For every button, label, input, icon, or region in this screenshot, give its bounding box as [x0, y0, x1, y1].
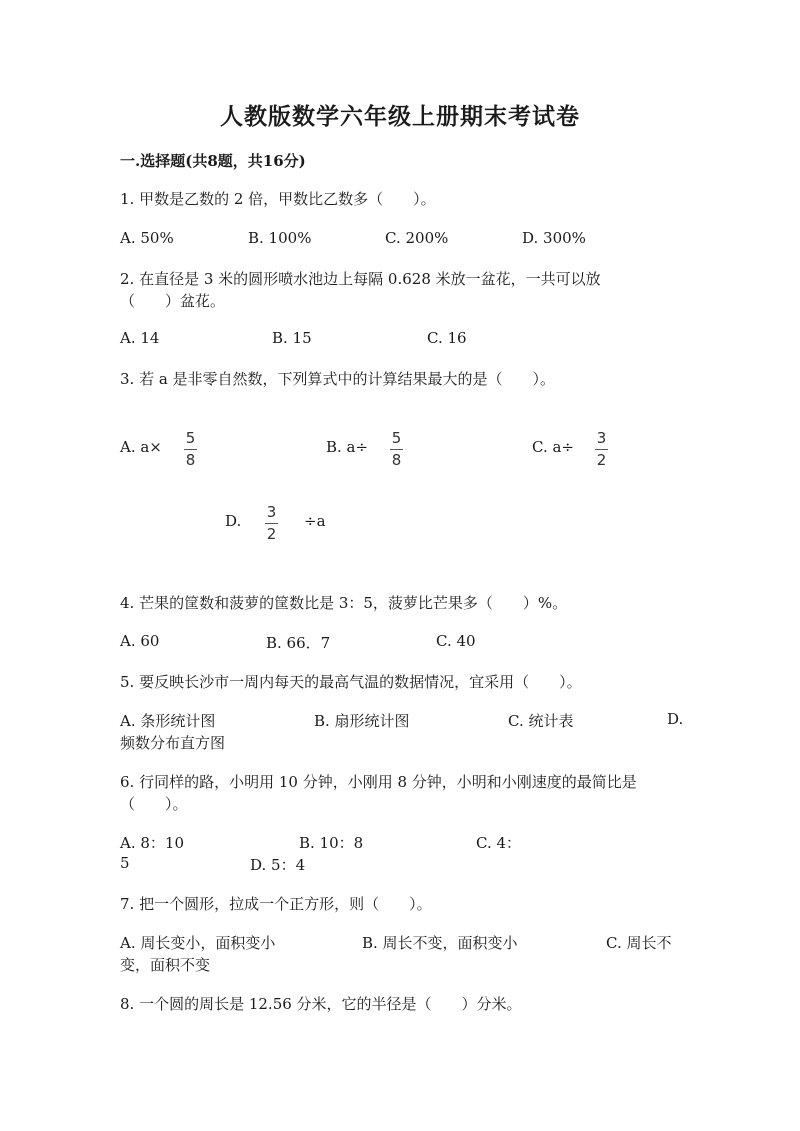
- fraction-numerator: 3: [596, 429, 607, 447]
- fraction-numerator: 5: [391, 429, 402, 447]
- fraction-bar: [595, 449, 608, 450]
- section-heading: 一.选择题(共8题，共16分): [120, 152, 306, 170]
- question-3-option-a[interactable]: A. a×: [120, 438, 162, 456]
- question-7-option-c-continued: 变，面积不变: [120, 956, 211, 974]
- fraction-denominator: 8: [391, 451, 402, 469]
- question-7-option-c[interactable]: C. 周长不: [606, 934, 672, 952]
- question-5-option-d-text: 频数分布直方图: [120, 734, 226, 752]
- question-2-option-b[interactable]: B. 15: [272, 329, 312, 347]
- question-1-option-d[interactable]: D. 300%: [522, 229, 586, 247]
- question-6-option-d[interactable]: D. 5：4: [250, 856, 306, 874]
- question-5-option-b[interactable]: B. 扇形统计图: [314, 712, 410, 730]
- question-2-stem-line-2: （ ）盆花。: [120, 292, 226, 310]
- question-7-option-b[interactable]: B. 周长不变，面积变小: [362, 934, 518, 952]
- question-3-option-d-fraction: [265, 504, 278, 543]
- question-7-option-a[interactable]: A. 周长变小，面积变小: [120, 934, 276, 952]
- question-3-option-b[interactable]: B. a÷: [326, 438, 369, 456]
- question-5-option-d[interactable]: D.: [667, 710, 684, 728]
- question-5-option-c[interactable]: C. 统计表: [508, 712, 574, 730]
- question-1-option-a[interactable]: A. 50%: [120, 229, 174, 247]
- question-4-option-c[interactable]: C. 40: [436, 632, 476, 650]
- question-4-option-a[interactable]: A. 60: [120, 632, 160, 650]
- question-5-stem: 5. 要反映长沙市一周内每天的最高气温的数据情况，宜采用（ ）。: [120, 673, 582, 691]
- fraction-denominator: 2: [266, 525, 277, 543]
- fraction-bar: [390, 449, 403, 450]
- fraction-denominator: 2: [596, 451, 607, 469]
- question-3-option-c[interactable]: C. a÷: [532, 438, 574, 456]
- question-3-stem: 3. 若 a 是非零自然数，下列算式中的计算结果最大的是（ ）。: [120, 370, 556, 388]
- question-3-option-b-fraction: [390, 430, 403, 469]
- question-3-option-a-fraction: [184, 430, 197, 469]
- fraction-numerator: 3: [266, 503, 277, 521]
- fraction-numerator: 5: [185, 429, 196, 447]
- question-2-stem-line-1: 2. 在直径是 3 米的圆形喷水池边上每隔 0.628 米放一盆花，一共可以放: [120, 270, 601, 288]
- question-3-option-c-fraction: [595, 430, 608, 469]
- question-5-option-a[interactable]: A. 条形统计图: [120, 712, 216, 730]
- question-6-option-c[interactable]: C. 4：: [476, 834, 522, 852]
- question-3-option-d[interactable]: D.: [225, 512, 242, 530]
- question-6-option-a[interactable]: A. 8：10: [120, 834, 184, 852]
- question-7-stem: 7. 把一个圆形，拉成一个正方形，则（ ）。: [120, 895, 432, 913]
- fraction-bar: [265, 523, 278, 524]
- question-1-option-c[interactable]: C. 200%: [385, 229, 449, 247]
- question-3-option-d-suffix: ÷a: [304, 512, 326, 530]
- question-1-stem: 1. 甲数是乙数的 2 倍，甲数比乙数多（ ）。: [120, 190, 436, 208]
- question-4-option-b[interactable]: B. 66．7: [266, 634, 331, 652]
- question-2-option-a[interactable]: A. 14: [120, 329, 160, 347]
- question-8-stem: 8. 一个圆的周长是 12.56 分米，它的半径是（ ）分米。: [120, 995, 522, 1013]
- question-6-stem-line-2: （ ）。: [120, 795, 188, 813]
- question-6-stem-line-1: 6. 行同样的路，小明用 10 分钟，小刚用 8 分钟，小明和小刚速度的最简比是: [120, 773, 637, 791]
- fraction-bar: [184, 449, 197, 450]
- question-1-option-b[interactable]: B. 100%: [248, 229, 312, 247]
- question-6-option-b[interactable]: B. 10：8: [299, 834, 364, 852]
- question-6-option-c-continued: 5: [120, 854, 130, 872]
- page-title: 人教版数学六年级上册期末考试卷: [220, 103, 580, 130]
- question-2-option-c[interactable]: C. 16: [427, 329, 467, 347]
- question-4-stem: 4. 芒果的筐数和菠萝的筐数比是 3：5，菠萝比芒果多（ ）%。: [120, 594, 568, 612]
- fraction-denominator: 8: [185, 451, 196, 469]
